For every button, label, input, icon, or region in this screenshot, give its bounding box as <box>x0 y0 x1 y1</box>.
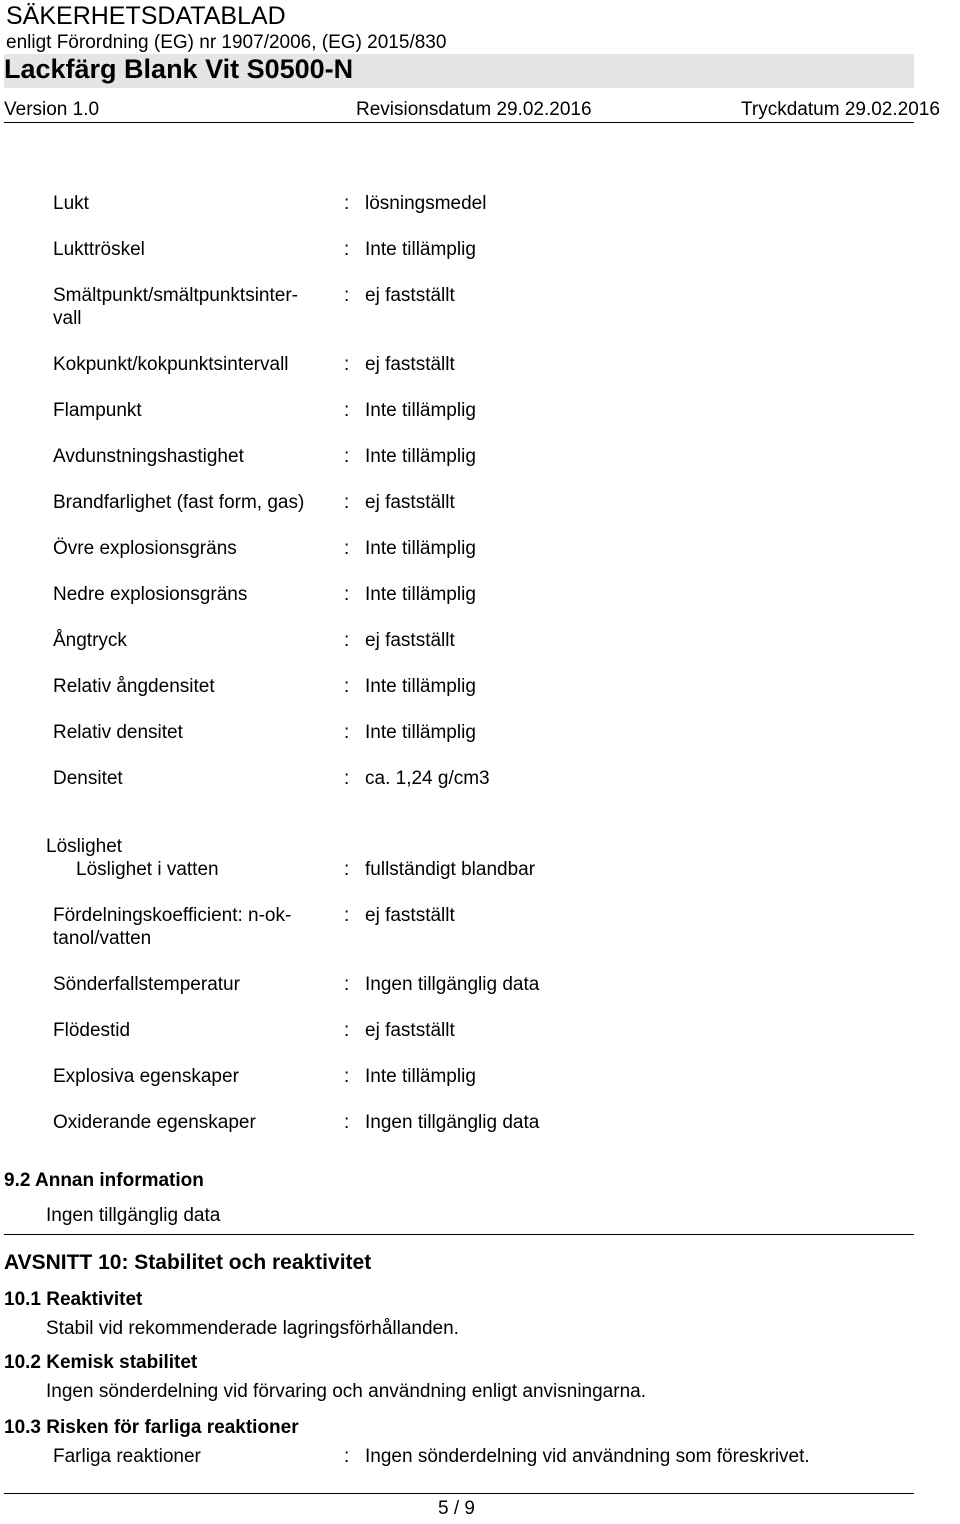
colon-separator: : <box>344 1112 350 1133</box>
colon-separator: : <box>344 400 350 421</box>
colon-separator: : <box>344 676 350 697</box>
other-info-heading: 9.2 Annan information <box>4 1170 204 1191</box>
other-info-text: Ingen tillgänglig data <box>46 1205 221 1226</box>
property-value: Inte tillämplig <box>365 400 476 421</box>
hazardous-reactions-heading: 10.3 Risken för farliga reaktioner <box>4 1417 299 1438</box>
colon-separator: : <box>344 584 350 605</box>
property-label: Brandfarlighet (fast form, gas) <box>53 492 305 513</box>
header-divider <box>4 122 914 123</box>
property-label: Smältpunkt/smältpunktsinter-vall <box>53 285 298 329</box>
colon-separator: : <box>344 354 350 375</box>
property-value: fullständigt blandbar <box>365 859 536 880</box>
property-label: Nedre explosionsgräns <box>53 584 248 605</box>
property-value: Ingen tillgänglig data <box>365 1112 540 1133</box>
property-value: ej fastställt <box>365 354 455 375</box>
colon-separator: : <box>344 859 350 880</box>
version-number: Version 1.0 <box>4 99 100 120</box>
property-value: ej fastställt <box>365 285 455 306</box>
property-value: Inte tillämplig <box>365 584 476 605</box>
property-label: Övre explosionsgräns <box>53 538 237 559</box>
property-label: Densitet <box>53 768 123 789</box>
property-label: Relativ densitet <box>53 722 183 743</box>
section-title: AVSNITT 10: Stabilitet och reaktivitet <box>4 1251 372 1274</box>
solubility-group-label: Löslighet <box>46 836 123 857</box>
reactivity-heading: 10.1 Reaktivitet <box>4 1289 143 1310</box>
property-label: Flampunkt <box>53 400 142 421</box>
property-value: ej fastställt <box>365 905 455 926</box>
colon-separator: : <box>344 768 350 789</box>
colon-separator: : <box>344 1066 350 1087</box>
product-name: Lackfärg Blank Vit S0500-N <box>4 54 354 84</box>
section-divider <box>4 1234 914 1235</box>
property-label: Ångtryck <box>53 630 127 651</box>
property-label: Lukttröskel <box>53 239 145 260</box>
property-label: Oxiderande egenskaper <box>53 1112 256 1133</box>
colon-separator: : <box>344 193 350 214</box>
property-label: Farliga reaktioner <box>53 1446 201 1467</box>
print-date: Tryckdatum 29.02.2016 <box>741 99 940 120</box>
property-value: Inte tillämplig <box>365 446 476 467</box>
property-value: ej fastställt <box>365 1020 455 1041</box>
property-label: Fördelningskoefficient: n-ok-tanol/vatten <box>53 905 292 949</box>
property-value: ej fastställt <box>365 630 455 651</box>
footer-divider <box>4 1493 914 1494</box>
colon-separator: : <box>344 492 350 513</box>
property-label: Explosiva egenskaper <box>53 1066 239 1087</box>
document-type: SÄKERHETSDATABLAD <box>6 2 286 30</box>
property-label: Avdunstningshastighet <box>53 446 244 467</box>
colon-separator: : <box>344 722 350 743</box>
colon-separator: : <box>344 905 350 926</box>
property-label: Relativ ångdensitet <box>53 676 215 697</box>
property-label: Löslighet i vatten <box>76 859 219 880</box>
colon-separator: : <box>344 239 350 260</box>
property-value: Inte tillämplig <box>365 1066 476 1087</box>
property-value: lösningsmedel <box>365 193 487 214</box>
reactivity-text: Stabil vid rekommenderade lagringsförhållanden. <box>46 1318 459 1339</box>
property-label: Lukt <box>53 193 89 214</box>
colon-separator: : <box>344 1446 350 1467</box>
colon-separator: : <box>344 285 350 306</box>
revision-date: Revisionsdatum 29.02.2016 <box>356 99 592 120</box>
property-value: Ingen sönderdelning vid användning som föreskrivet. <box>365 1446 810 1467</box>
regulation-reference: enligt Förordning (EG) nr 1907/2006, (EG) 2015/830 <box>6 32 447 53</box>
property-label: Sönderfallstemperatur <box>53 974 240 995</box>
colon-separator: : <box>344 974 350 995</box>
property-value: Inte tillämplig <box>365 722 476 743</box>
property-value: ca. 1,24 g/cm3 <box>365 768 490 789</box>
property-label: Kokpunkt/kokpunktsintervall <box>53 354 289 375</box>
property-value: ej fastställt <box>365 492 455 513</box>
page-number: 5 / 9 <box>438 1498 475 1519</box>
colon-separator: : <box>344 1020 350 1041</box>
property-value: Ingen tillgänglig data <box>365 974 540 995</box>
colon-separator: : <box>344 630 350 651</box>
colon-separator: : <box>344 446 350 467</box>
chemical-stability-heading: 10.2 Kemisk stabilitet <box>4 1352 198 1373</box>
property-value: Inte tillämplig <box>365 239 476 260</box>
colon-separator: : <box>344 538 350 559</box>
property-label: Flödestid <box>53 1020 131 1041</box>
property-value: Inte tillämplig <box>365 676 476 697</box>
property-value: Inte tillämplig <box>365 538 476 559</box>
chemical-stability-text: Ingen sönderdelning vid förvaring och användning enligt anvisningarna. <box>46 1381 646 1402</box>
